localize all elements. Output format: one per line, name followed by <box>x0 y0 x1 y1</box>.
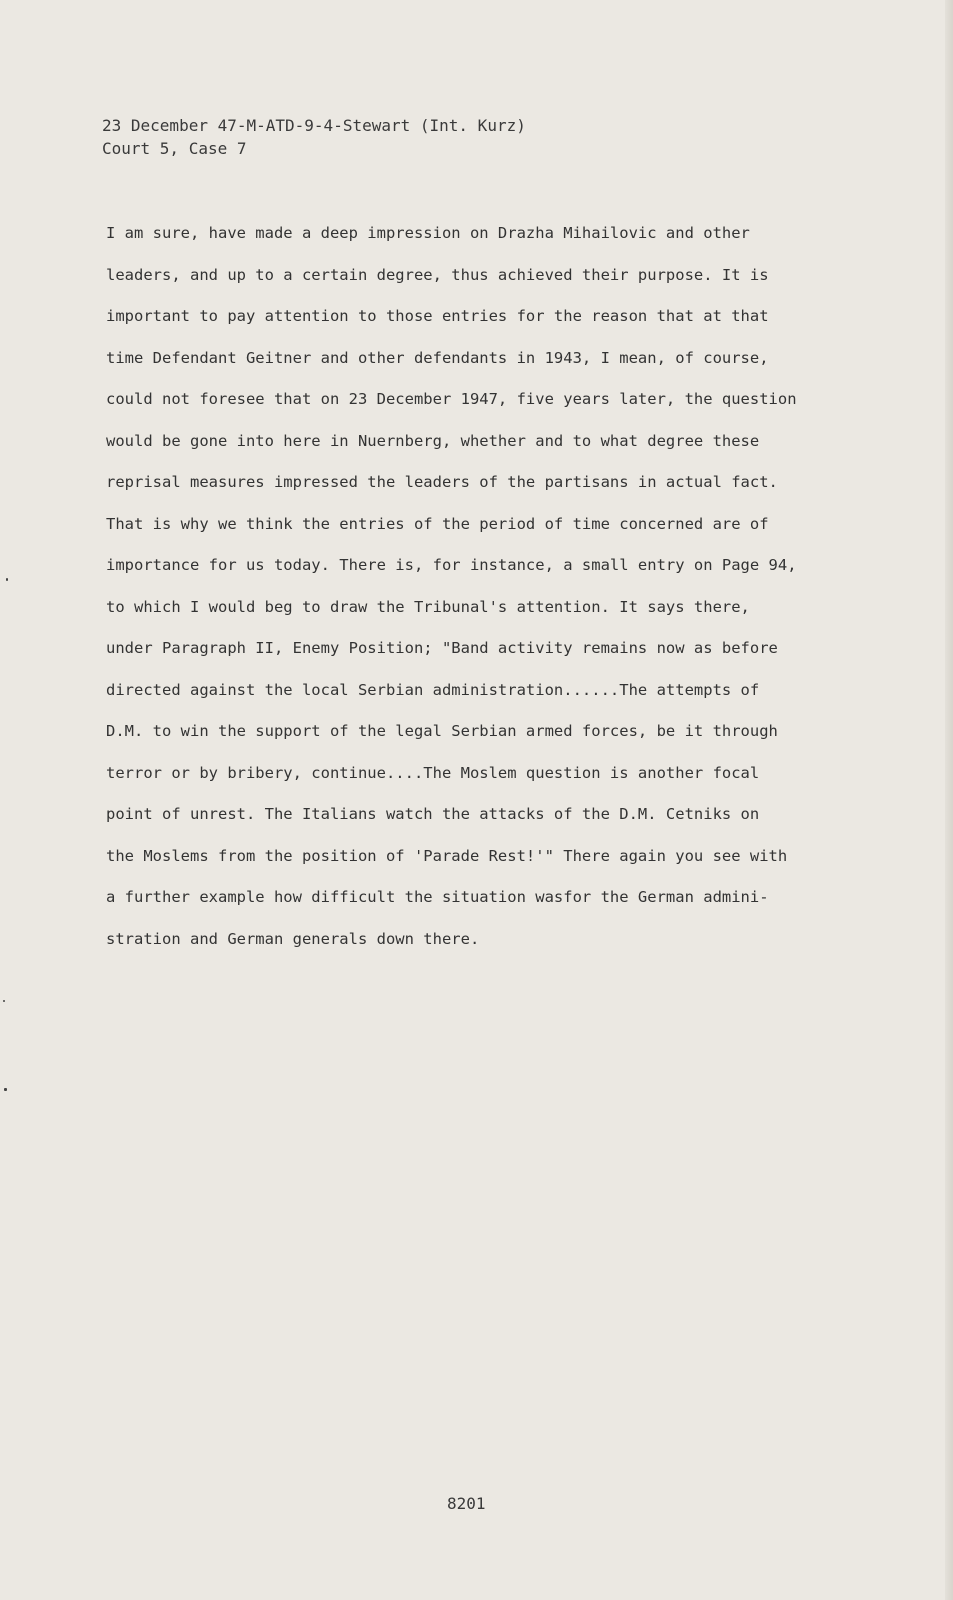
body-line: would be gone into here in Nuernberg, whether and to what degree these <box>106 431 760 450</box>
body-line: importance for us today. There is, for instance, a small entry on Page 94, <box>106 556 797 574</box>
paper-speck <box>4 1088 7 1091</box>
body-line: reprisal measures impressed the leaders of the partisans in actual fact. <box>106 473 778 491</box>
body-line: to which I would beg to draw the Tribunal's attention. It says there, <box>106 597 750 616</box>
body-line: terror or by bribery, continue....The Moslem question is another focal <box>106 763 760 782</box>
body-line: I am sure, have made a deep impression on Drazha Mihailovic and other <box>106 224 750 242</box>
body-line: stration and German generals down there. <box>106 929 480 948</box>
body-line: leaders, and up to a certain degree, thus achieved their purpose. It is <box>106 265 769 284</box>
body-line: could not foresee that on 23 December 1947, five years later, the question <box>106 390 797 408</box>
body-line: under Paragraph II, Enemy Position; "Band activity remains now as before <box>106 639 778 657</box>
transcript-header <box>102 114 802 160</box>
page-number: 8201 <box>447 1494 486 1513</box>
body-line: important to pay attention to those entries for the reason that at that <box>106 307 769 325</box>
paper-speck <box>6 578 8 581</box>
body-line: D.M. to win the support of the legal Serbian armed forces, be it through <box>106 722 778 740</box>
header-date-line: 23 December 47-M-ATD-9-4-Stewart (Int. Kurz) <box>102 116 526 135</box>
body-line: a further example how difficult the situation wasfor the German admini- <box>106 888 769 906</box>
transcript-body <box>106 213 866 960</box>
paper-speck <box>3 1000 5 1002</box>
page-edge-shadow <box>945 0 953 1600</box>
body-line: the Moslems from the position of 'Parade Rest!'" There again you see with <box>106 846 788 865</box>
body-line: point of unrest. The Italians watch the attacks of the D.M. Cetniks on <box>106 805 760 823</box>
body-line: That is why we think the entries of the period of time concerned are of <box>106 514 769 533</box>
body-line: directed against the local Serbian administration......The attempts of <box>106 680 760 699</box>
body-line: time Defendant Geitner and other defendants in 1943, I mean, of course, <box>106 348 769 367</box>
header-court-line: Court 5, Case 7 <box>102 139 247 158</box>
